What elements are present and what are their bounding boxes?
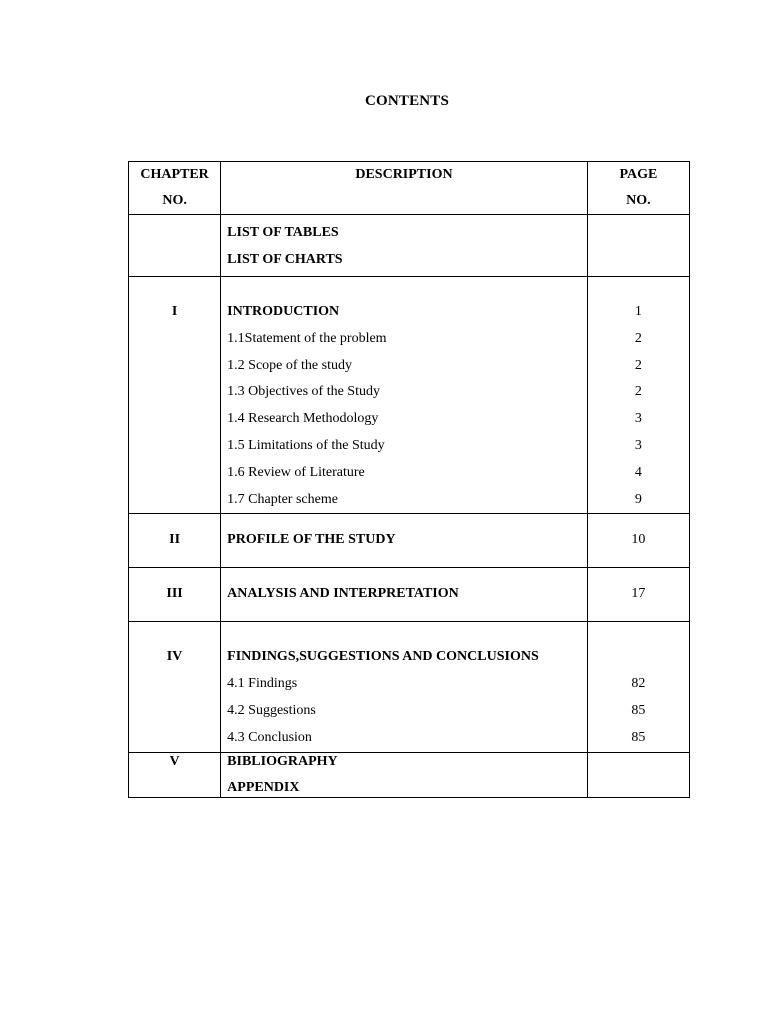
chapter-number: I (171, 304, 178, 319)
chapter-cell-empty (129, 215, 221, 277)
page-number: 3 (634, 411, 642, 427)
page-cell-empty (587, 215, 689, 277)
page-number: 9 (634, 491, 642, 507)
description-cell (221, 568, 588, 622)
section-entry: 4.3 Conclusion (227, 729, 312, 745)
section-entry: 1.2 Scope of the study (227, 357, 352, 373)
chapter-title: FINDINGS,SUGGESTIONS AND CONCLUSIONS (227, 649, 539, 665)
chapter-title: PROFILE OF THE STUDY (227, 532, 396, 548)
page-number-cell (587, 568, 689, 622)
list-of-tables-entry: LIST OF TABLES (227, 225, 339, 240)
bibliography-entry: BIBLIOGRAPHY (227, 753, 338, 769)
page-number: 10 (631, 532, 646, 548)
description-cell (221, 277, 588, 514)
chapter-number-cell (129, 277, 221, 514)
appendix-entry: APPENDIX (227, 779, 300, 795)
page-number-cell (587, 277, 689, 514)
page-cell-empty (587, 752, 689, 797)
page-number: 85 (631, 702, 646, 718)
table-row-chapter-2 (129, 514, 690, 568)
section-entry: 1.5 Limitations of the Study (227, 437, 385, 453)
section-entry: 4.2 Suggestions (227, 702, 316, 718)
page-number: 2 (634, 384, 642, 400)
description-cell (221, 752, 588, 797)
chapter-header-line2: NO. (162, 193, 187, 208)
table-row-chapter-1 (129, 277, 690, 514)
table-row-lists (129, 215, 690, 277)
chapter-number: IV (166, 649, 183, 665)
chapter-header-line1: CHAPTER (140, 167, 209, 182)
chapter-number-cell (129, 752, 221, 797)
chapter-no-header (129, 162, 221, 215)
page-number: 82 (631, 676, 646, 692)
description-header-label: DESCRIPTION (355, 167, 453, 182)
page-number: 1 (634, 304, 642, 319)
page-number: 85 (631, 729, 646, 745)
chapter-title: ANALYSIS AND INTERPRETATION (227, 586, 459, 602)
contents-table (128, 161, 690, 798)
description-cell (221, 215, 588, 277)
page-title: CONTENTS (364, 93, 450, 109)
table-header-row (129, 162, 690, 215)
description-cell (221, 622, 588, 752)
section-entry: 1.6 Review of Literature (227, 464, 365, 480)
chapter-number: III (166, 586, 183, 602)
list-of-charts-entry: LIST OF CHARTS (227, 251, 343, 267)
chapter-number-cell (129, 514, 221, 568)
chapter-number-cell (129, 568, 221, 622)
page-number-cell (587, 622, 689, 752)
description-header (221, 162, 588, 215)
table-row-chapter-3 (129, 568, 690, 622)
page-number: 2 (634, 357, 642, 373)
section-entry: 1.1Statement of the problem (227, 330, 387, 346)
chapter-number: V (169, 753, 180, 769)
chapter-title: INTRODUCTION (227, 304, 340, 319)
page-no-header (587, 162, 689, 215)
page-number: 17 (631, 586, 646, 602)
page-header-line2: NO. (626, 193, 651, 208)
section-entry: 4.1 Findings (227, 676, 298, 692)
section-entry: 1.4 Research Methodology (227, 411, 379, 427)
chapter-number-cell (129, 622, 221, 752)
section-entry: 1.7 Chapter scheme (227, 491, 338, 507)
page-number: 2 (634, 330, 642, 346)
page-number: 4 (634, 464, 642, 480)
page-number-cell (587, 514, 689, 568)
page-number: 3 (634, 437, 642, 453)
table-row-chapter-4 (129, 622, 690, 752)
section-entry: 1.3 Objectives of the Study (227, 384, 380, 400)
description-cell (221, 514, 588, 568)
table-row-chapter-5 (129, 752, 690, 797)
chapter-number: II (169, 532, 181, 548)
page-number-blank (588, 644, 689, 671)
page-header-line1: PAGE (619, 167, 658, 182)
